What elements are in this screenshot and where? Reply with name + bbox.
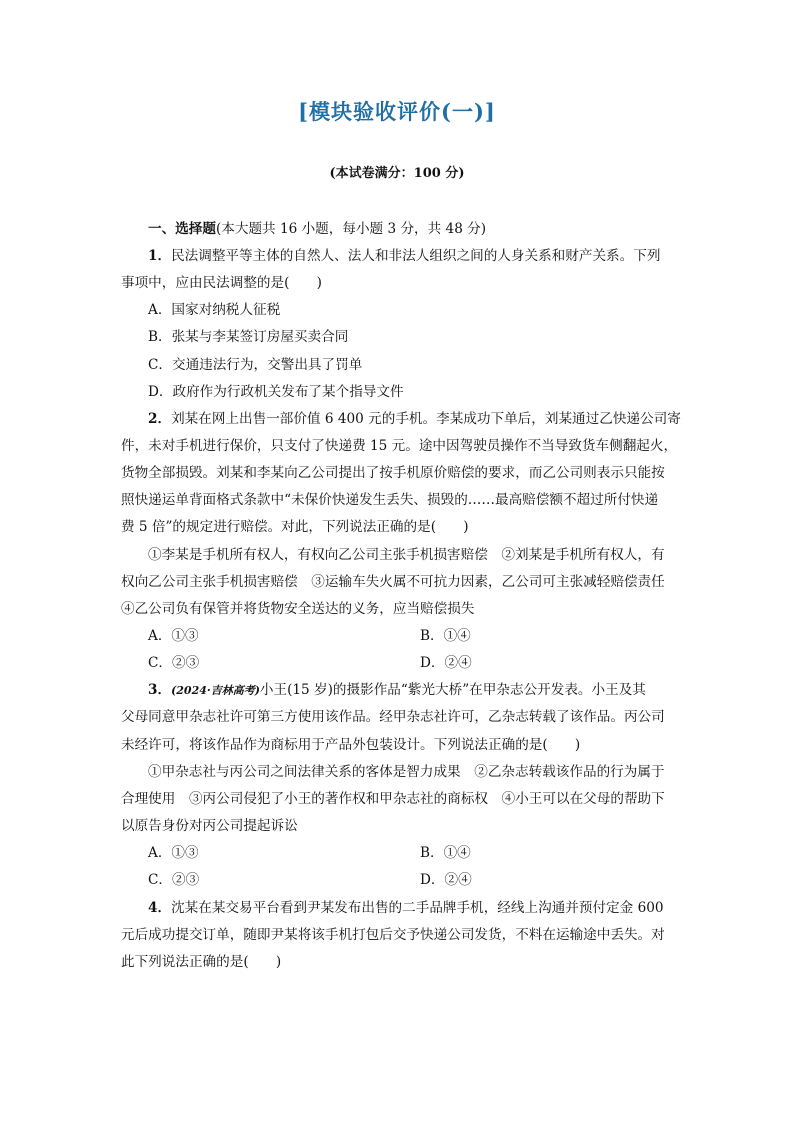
question-3-statements-line-2: 合理使用 ③丙公司侵犯了小王的著作权和甲杂志社的商标权 ④小王可以在父母的帮助下: [121, 791, 665, 807]
question-2-stem-line-5: 费 5 倍”的规定进行赔偿。对此，下列说法正确的是( ): [121, 519, 469, 535]
question-4-stem-line-1: [148, 898, 664, 918]
question-3-stem-line-1: [148, 680, 646, 701]
score-note: (本试卷满分：100 分): [329, 166, 465, 181]
question-1-option-a: A．国家对纳税人征税: [148, 302, 281, 318]
section-desc: (本大题共 16 小题，每小题 3 分，共 48 分): [215, 221, 487, 237]
question-1-option-b: B．张某与李某签订房屋买卖合同: [148, 329, 349, 345]
question-1-stem-line-2: 事项中，应由民法调整的是( ): [121, 275, 322, 291]
question-text: 刘某在网上出售一部价值 6 400 元的手机。李某成功下单后，刘某通过乙快递公司寄: [171, 411, 681, 427]
question-3-statements-line-1: ①甲杂志社与丙公司之间法律关系的客体是智力成果 ②乙杂志转载该作品的行为属于: [148, 764, 665, 780]
question-2-stem-line-4: 照快递运单背面格式条款中“未保价快递发生丢失、损毁的……最高赔偿额不超过所付快递: [121, 492, 659, 508]
question-1-option-d: D．政府作为行政机关发布了某个指导文件: [148, 384, 404, 400]
question-text: 民法调整平等主体的自然人、法人和非法人组织之间的人身关系和财产关系。下列: [171, 248, 661, 264]
question-2-option-b: B．①④: [420, 628, 471, 644]
question-2-stem-line-2: 件，未对手机进行保价，只支付了快递费 15 元。途中因驾驶员操作不当导致货车侧翻起火，: [121, 438, 678, 454]
question-3-statements-line-3: 以原告身份对丙公司提起诉讼: [121, 818, 298, 834]
question-4-stem-line-3: 此下列说法正确的是( ): [121, 954, 282, 970]
section-title: 一、选择题: [148, 221, 216, 237]
section-heading: [148, 219, 486, 239]
question-1-stem-line-1: [148, 246, 660, 266]
question-number: 2．: [148, 411, 172, 427]
question-2-option-c: C．②③: [148, 655, 200, 671]
question-3-option-a: A．①③: [148, 845, 199, 861]
question-3-option-c: C．②③: [148, 872, 200, 888]
question-2-option-a: A．①③: [148, 628, 199, 644]
question-2-stem-line-1: [148, 409, 681, 429]
question-text: 沈某在某交易平台看到尹某发布出售的二手品牌手机，经线上沟通并预付定金 600: [171, 900, 664, 916]
question-number: 1．: [148, 248, 172, 264]
question-number: 4．: [148, 900, 172, 916]
question-2-statements-line-3: ④乙公司负有保管并将货物安全送达的义务，应当赔偿损失: [121, 601, 475, 617]
page-title: [模块验收评价(一)]: [298, 99, 496, 124]
question-2-statements-line-2: 权向乙公司主张手机损害赔偿 ③运输车失火属不可抗力因素，乙公司可主张减轻赔偿责任: [121, 574, 665, 590]
question-3-stem-line-2: 父母同意甲杂志社许可第三方使用该作品。经甲杂志社许可，乙杂志转载了该作品。丙公司: [121, 709, 665, 725]
question-text: 小王(15 岁)的摄影作品“紫光大桥”在甲杂志公开发表。小王及其: [259, 682, 646, 698]
question-4-stem-line-2: 元后成功提交订单，随即尹某将该手机打包后交予快递公司发货，不料在运输途中丢失。对: [121, 927, 665, 943]
question-source: (2024·吉林高考): [171, 684, 260, 697]
question-number: 3．: [148, 682, 172, 698]
question-3-option-d: D．②④: [420, 872, 472, 888]
question-2-option-d: D．②④: [420, 655, 472, 671]
question-1-option-c: C．交通违法行为，交警出具了罚单: [148, 357, 363, 373]
question-3-stem-line-3: 未经许可，将该作品作为商标用于产品外包装设计。下列说法正确的是( ): [121, 737, 581, 753]
question-3-option-b: B．①④: [420, 845, 471, 861]
question-2-stem-line-3: 货物全部损毁。刘某和李某向乙公司提出了按手机原价赔偿的要求，而乙公司则表示只能按: [121, 465, 665, 481]
question-2-statements-line-1: ①李某是手机所有权人，有权向乙公司主张手机损害赔偿 ②刘某是手机所有权人，有: [148, 547, 665, 563]
